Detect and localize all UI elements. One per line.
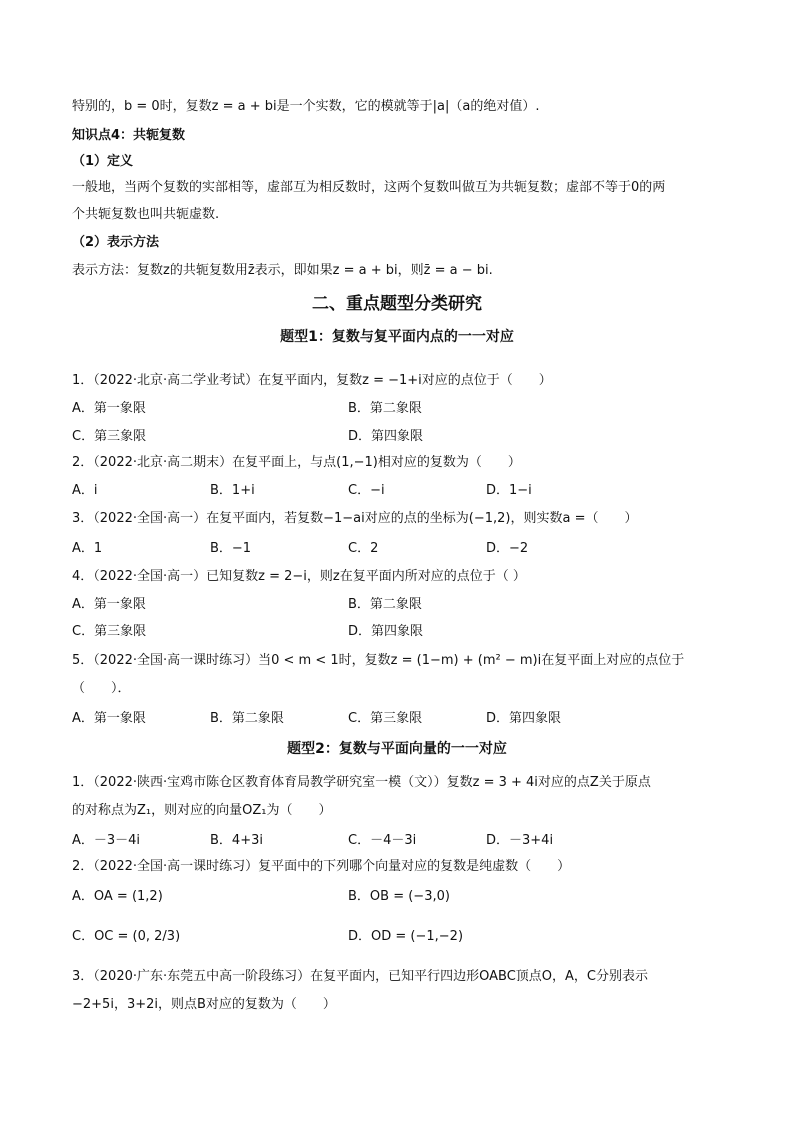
- t1-q3-option-d[interactable]: D．−2: [486, 541, 529, 556]
- t2-q1-stem: 1．（2022·陕西·宝鸡市陈仓区教育体育局教学研究室一模（文））复数z = 3 + 4i对应的点Z关于原点: [72, 775, 651, 790]
- representation-text: 表示方法：复数z的共轭复数用z̄表示，即如果z = a + bi，则z̄ = a − bi.: [72, 263, 493, 278]
- t1-q5-stem-cont: （ ）．: [72, 681, 131, 696]
- t1-q2-option-c[interactable]: C．−i: [348, 483, 385, 498]
- t1-q3-option-c[interactable]: C．2: [348, 541, 379, 556]
- t2-q1-stem-cont: 的对称点为Z₁，则对应的向量OZ₁为（ ）: [72, 803, 332, 818]
- kp4-title: 知识点4：共轭复数: [72, 128, 186, 143]
- t1-q3-option-b[interactable]: B．−1: [210, 541, 252, 556]
- t1-q2-option-a[interactable]: A．i: [72, 483, 98, 498]
- t1-q1-option-d[interactable]: D．第四象限: [348, 429, 424, 444]
- t1-q5-option-c[interactable]: C．第三象限: [348, 711, 423, 726]
- t1-q4-stem: 4．（2022·全国·高一）已知复数z = 2−i，则z在复平面内所对应的点位于（ ）: [72, 569, 526, 584]
- representation-heading: （2）表示方法: [72, 235, 160, 250]
- t1-q5-option-a[interactable]: A．第一象限: [72, 711, 146, 726]
- t2-q3-stem: 3．（2020·广东·东莞五中高一阶段练习）在复平面内，已知平行四边形OABC顶点O，A，C分别表示: [72, 969, 648, 984]
- t2-q1-option-d[interactable]: D．－3+4i: [486, 833, 554, 848]
- t1-q3-option-a[interactable]: A．1: [72, 541, 103, 556]
- t2-q2-option-a[interactable]: A．OA = (1,2): [72, 889, 163, 904]
- definition-text-1: 一般地，当两个复数的实部相等，虚部互为相反数时，这两个复数叫做互为共轭复数；虚部不等于0的两: [72, 180, 666, 195]
- t1-q1-stem: 1．（2022·北京·高二学业考试）在复平面内，复数z = −1+i对应的点位于（ ）: [72, 373, 552, 388]
- t1-q4-option-b[interactable]: B．第二象限: [348, 597, 422, 612]
- t2-q2-stem: 2．（2022·全国·高一课时练习）复平面中的下列哪个向量对应的复数是纯虚数（ ）: [72, 859, 571, 874]
- t2-q1-option-c[interactable]: C．－4－3i: [348, 833, 417, 848]
- t1-q1-option-c[interactable]: C．第三象限: [72, 429, 147, 444]
- t1-q5-option-d[interactable]: D．第四象限: [486, 711, 562, 726]
- t2-q1-option-a[interactable]: A．－3－4i: [72, 833, 141, 848]
- t2-q2-option-c[interactable]: C．OC = (0, 2/3): [72, 929, 181, 944]
- t1-q2-option-b[interactable]: B．1+i: [210, 483, 255, 498]
- type2-title: 题型2：复数与平面向量的一一对应: [287, 741, 507, 757]
- t1-q2-option-d[interactable]: D．1−i: [486, 483, 532, 498]
- section-title: 二、重点题型分类研究: [312, 294, 482, 314]
- t2-q3-stem-cont: −2+5i，3+2i，则点B对应的复数为（ ）: [72, 997, 336, 1012]
- t1-q2-stem: 2．（2022·北京·高二期末）在复平面上，与点(1,−1)相对应的复数为（ ）: [72, 455, 521, 470]
- t1-q1-option-a[interactable]: A．第一象限: [72, 401, 146, 416]
- t2-q2-option-b[interactable]: B．OB = (−3,0): [348, 889, 450, 904]
- definition-text-2: 个共轭复数也叫共轭虚数.: [72, 207, 220, 222]
- t1-q4-option-c[interactable]: C．第三象限: [72, 624, 147, 639]
- t1-q1-option-b[interactable]: B．第二象限: [348, 401, 422, 416]
- t2-q1-option-b[interactable]: B．4+3i: [210, 833, 263, 848]
- type1-title: 题型1：复数与复平面内点的一一对应: [280, 329, 514, 345]
- t1-q3-stem: 3．（2022·全国·高一）在复平面内，若复数−1−ai对应的点的坐标为(−1,2)，则实数a =（ ）: [72, 511, 638, 526]
- t2-q2-option-d[interactable]: D．OD = (−1,−2): [348, 929, 464, 944]
- t1-q5-stem: 5．（2022·全国·高一课时练习）当0 < m < 1时，复数z = (1−m) + (m² − m)i在复平面上对应的点位于: [72, 653, 685, 668]
- special-case-line: 特别的，b = 0时，复数z = a + bi是一个实数，它的模就等于|a|（a的绝对值）.: [72, 99, 540, 114]
- t1-q4-option-d[interactable]: D．第四象限: [348, 624, 424, 639]
- t1-q5-option-b[interactable]: B．第二象限: [210, 711, 284, 726]
- definition-heading: （1）定义: [72, 154, 134, 169]
- t1-q4-option-a[interactable]: A．第一象限: [72, 597, 146, 612]
